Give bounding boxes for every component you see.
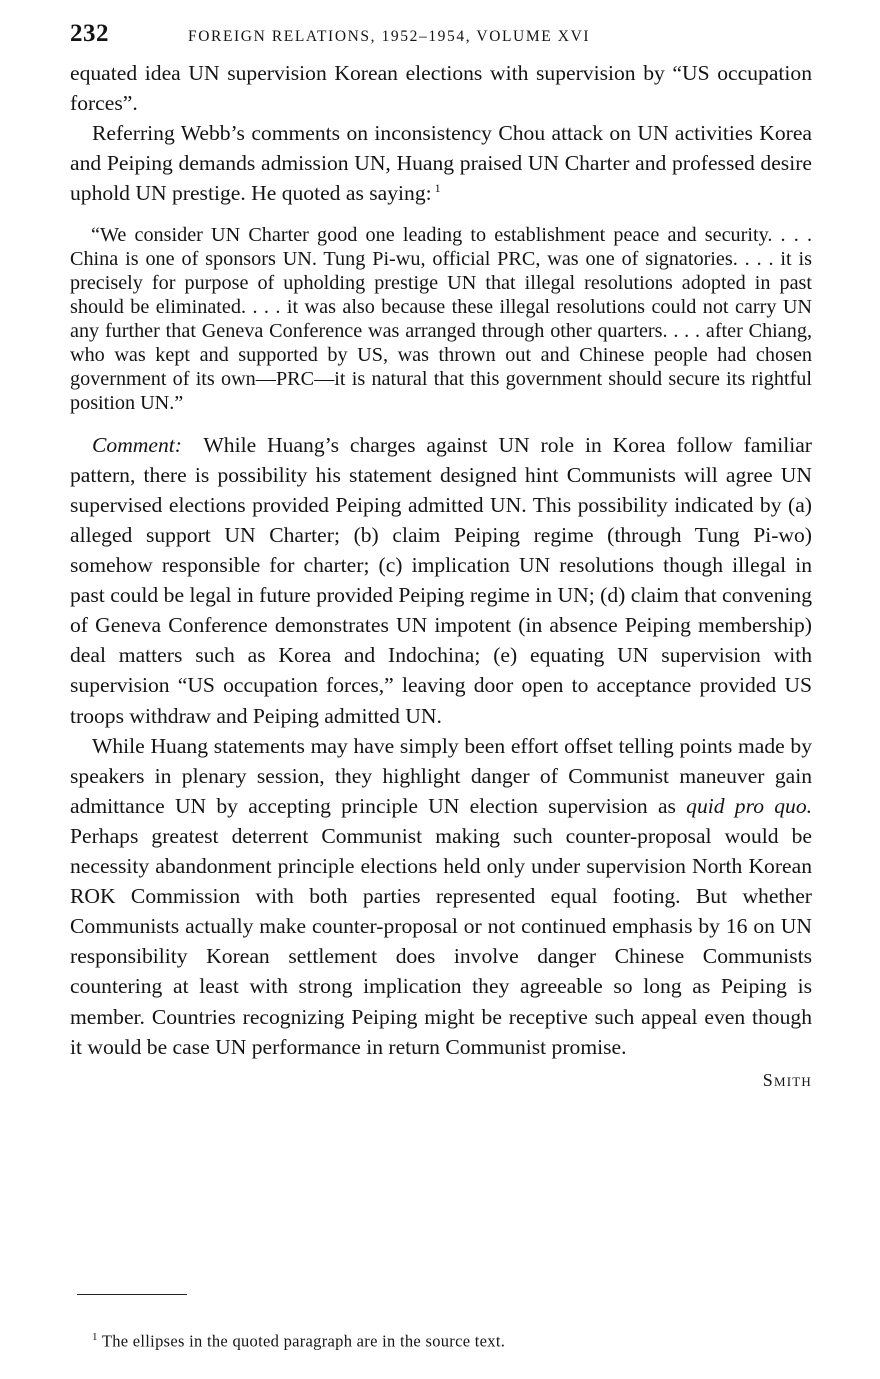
comment-text: While Huang’s charges against UN role in Korea follow familiar pattern, there is possibility his statement designed hint Communists will agree UN supervised elections provided Peiping admitted UN. This possibility indicated by (a) alleged support UN Charter; (b) claim Peiping regime (through Tung Pi-wo) somehow responsible for charter; (c) implication UN resolutions though illegal in past could be legal in future provided Peiping regime in UN; (d) claim that convening of Geneva Conference demonstrates UN impotent (in absence Peiping membership) deal matters such as Korea and Indochina; (e) equating UN supervision with supervision “US occupation forces,” leaving door open to acceptance provided US troops withdraw and Peiping admitted UN.	[70, 432, 812, 728]
paragraph-2-text: Referring Webb’s comments on inconsistency Chou attack on UN activities Korea and Peiping demands admission UN, Huang praised UN Charter and professed desire uphold UN prestige. He quoted as saying:	[70, 121, 812, 206]
paragraph-4	[70, 731, 812, 1062]
paragraph-4-text-a: While Huang statements may have simply been effort offset telling points made by speakers in plenary session, they highlight danger of Communist maneuver gain admittance UN by accepting principle UN election supervision as	[70, 733, 812, 818]
page-header	[70, 18, 812, 58]
footnote-reference: 1	[434, 181, 441, 196]
paragraph-4-text-b: Perhaps greatest deterrent Communist making such counter-proposal would be necessity abandonment principle elections held only under supervision North Korean ROK Commission with both parties represented equal footing. But whether Communists actually make counter-proposal or not continued emphasis by 16 on UN responsibility Korean settlement does involve danger Chinese Communists countering at least with strong implication they agreeable so long as Peiping is member. Countries recognizing Peiping might be receptive such appeal even though it would be case UN performance in return Communist promise.	[70, 823, 812, 1059]
footnote-divider	[77, 1294, 187, 1295]
footnote-marker: 1	[92, 1331, 98, 1343]
footnote	[92, 1331, 505, 1352]
block-quote: “We consider UN Charter good one leading to establishment peace and security. . . . China is one of sponsors UN. Tung Pi-wu, official PRC, was one of signatories. . . . it is precisely for purpose of upholding prestige UN that illegal resolutions adopted in past should be eliminated. . . . it was also because these illegal resolutions could not carry UN any further that Geneva Conference was arranged through other quarters. . . . after Chiang, who was kept and supported by US, was thrown out and Chinese people had chosen government of its own—PRC—it is natural that this government should secure its rightful position UN.”	[70, 224, 812, 414]
running-head: FOREIGN RELATIONS, 1952–1954, VOLUME XVI	[188, 28, 591, 45]
comment-paragraph	[70, 430, 812, 731]
paragraph-1	[70, 58, 812, 118]
document-page	[70, 18, 812, 1091]
page-number: 232	[70, 20, 109, 47]
footnote-text: The ellipses in the quoted paragraph are in the source text.	[101, 1331, 506, 1351]
signature: Smith	[762, 1069, 812, 1090]
comment-label: Comment:	[92, 432, 182, 457]
paragraph-4-italic: quid pro quo.	[686, 793, 813, 818]
paragraph-1-text: equated idea UN supervision Korean elections with supervision by “US occupation forces”.	[70, 61, 812, 116]
paragraph-2	[70, 118, 812, 208]
